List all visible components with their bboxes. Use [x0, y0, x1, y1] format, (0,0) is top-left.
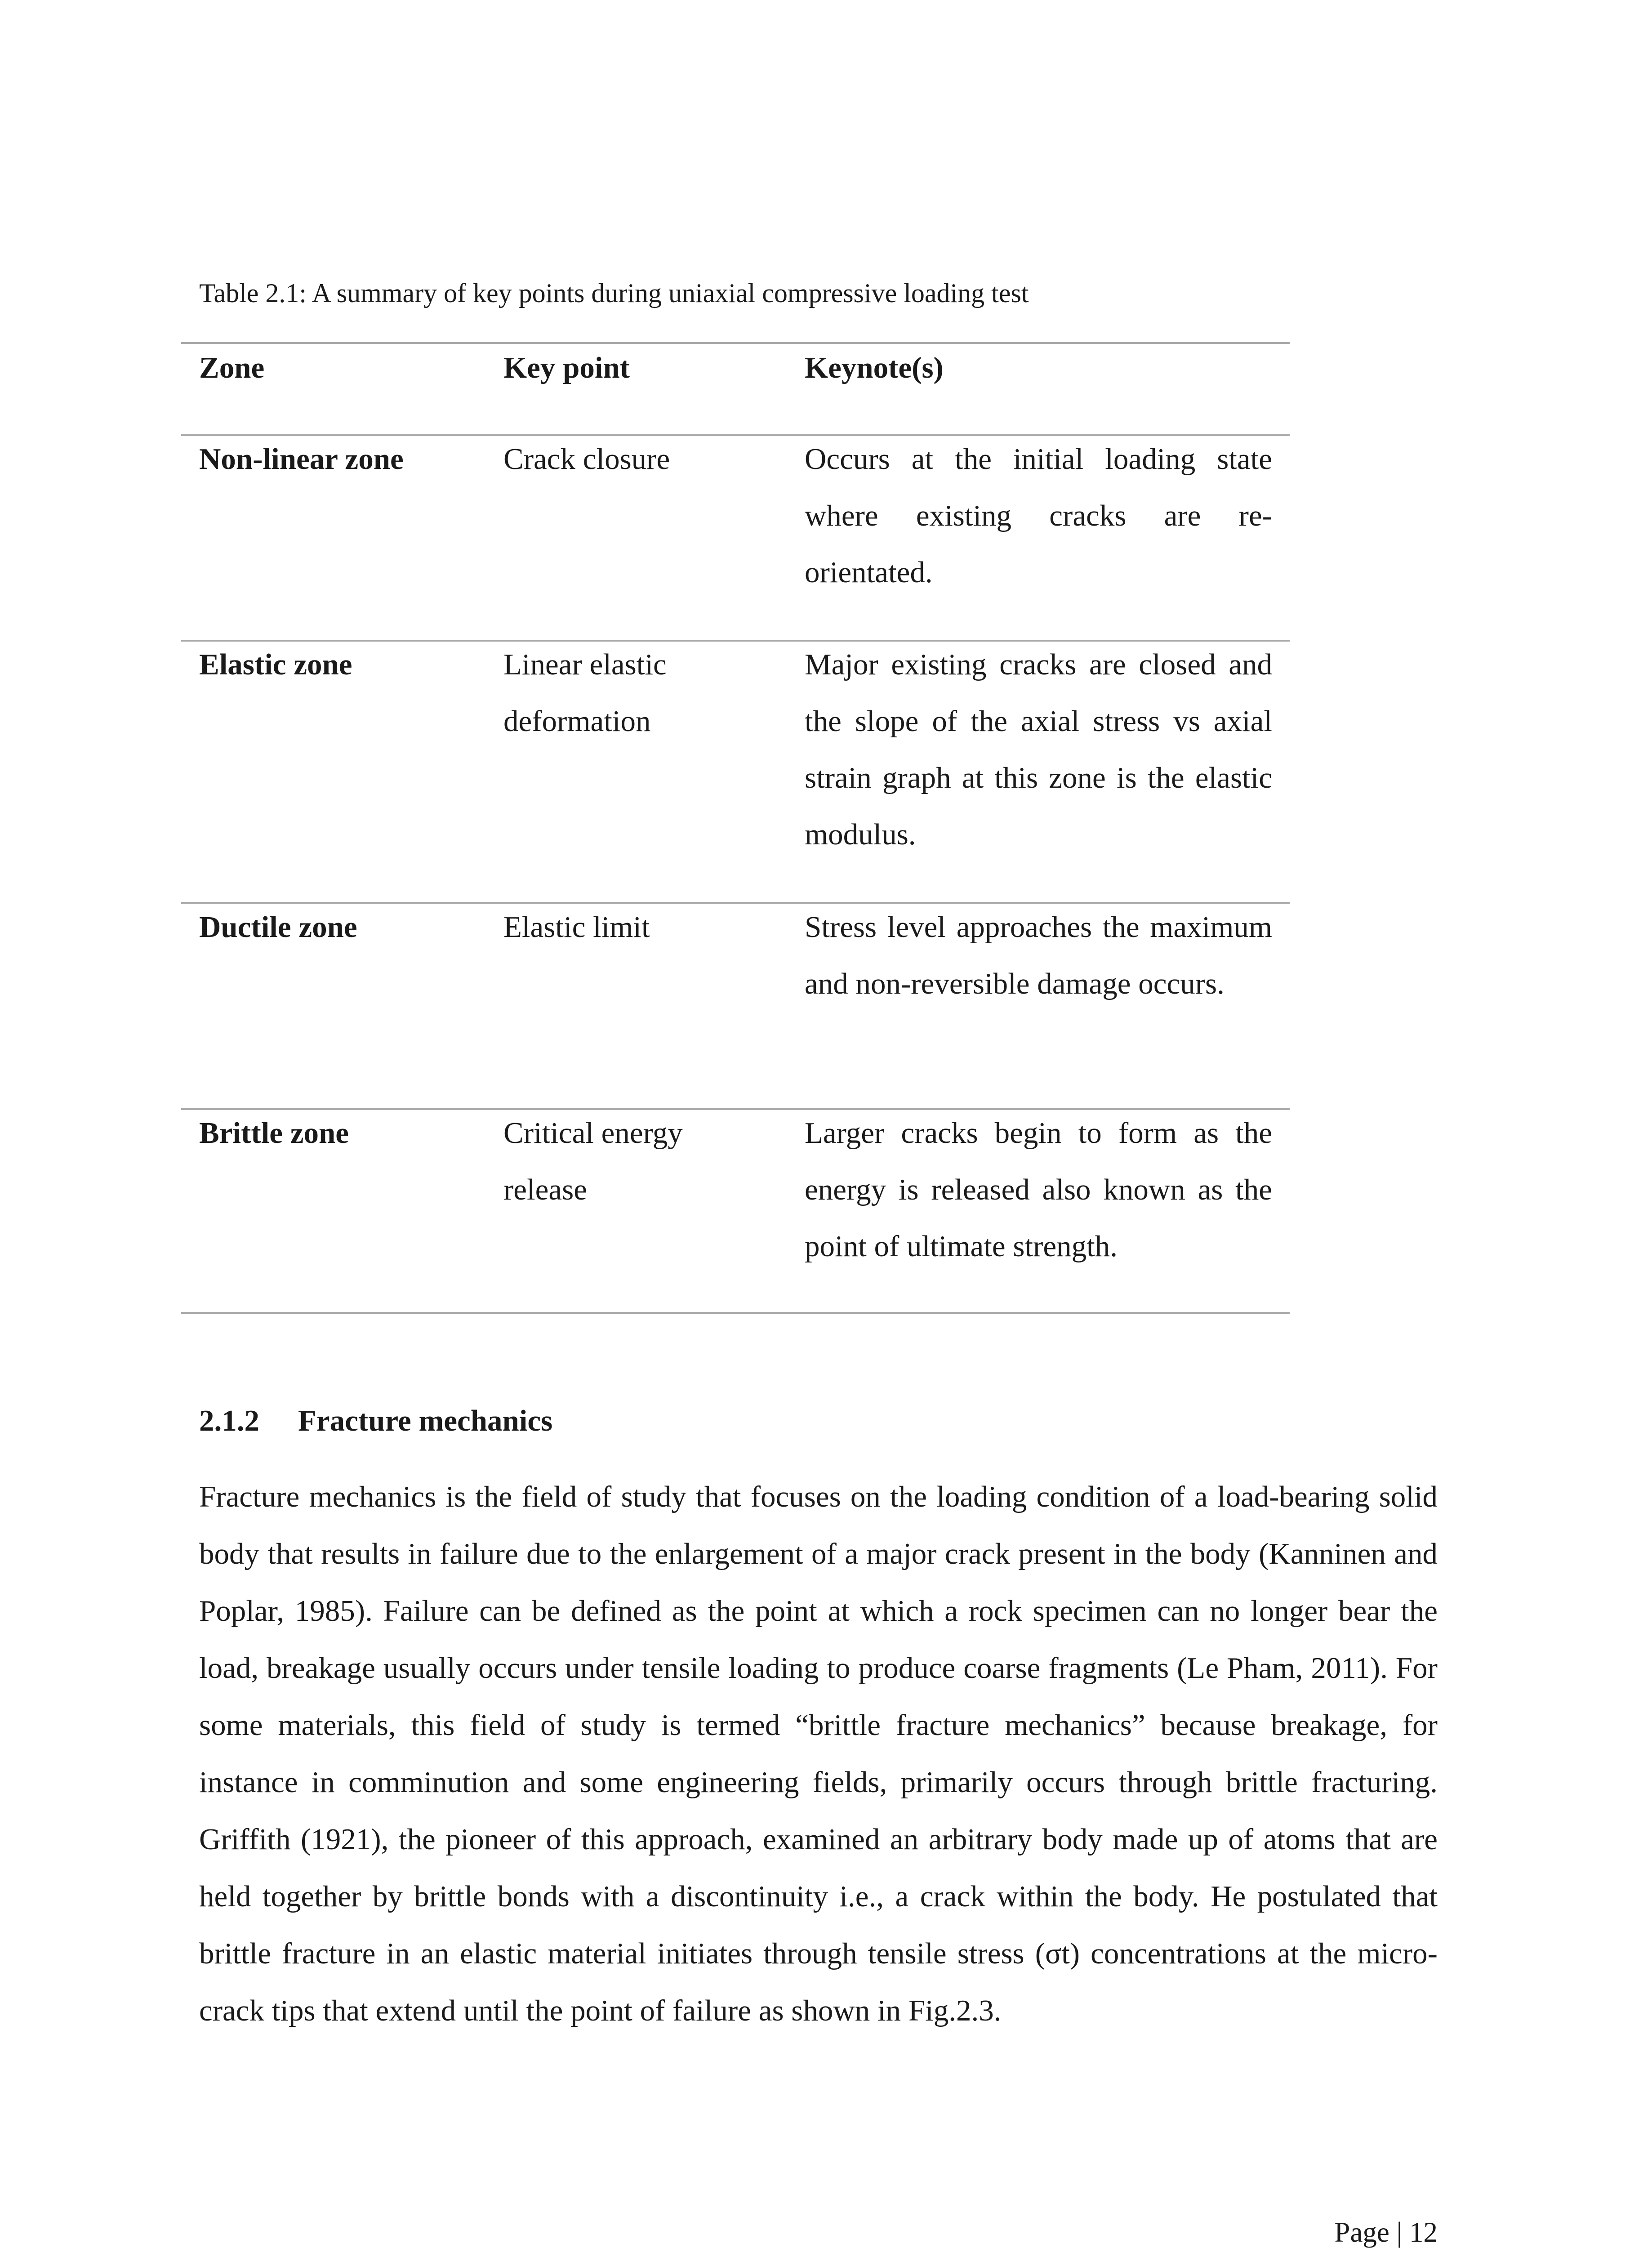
row-keynote: Major existing cracks are closed and the slope of the axial stress vs axial strain graph at this zone is the elastic modulus.	[805, 648, 1272, 851]
table-bottom-rule	[181, 1312, 1290, 1314]
section-heading	[199, 1401, 552, 1441]
page-number: Page | 12	[1334, 2217, 1438, 2248]
section-number: 2.1.2	[199, 1404, 259, 1437]
row-key-point: Linear elastic deformation	[503, 648, 667, 738]
table-caption: Table 2.1: A summary of key points during uniaxial compressive loading test	[199, 278, 1029, 308]
row-key-point: Critical energy release	[503, 1116, 683, 1206]
header-key-point: Key point	[503, 351, 630, 384]
row-key-point: Crack closure	[503, 442, 670, 476]
row-keynote: Larger cracks begin to form as the energy is released also known as the point of ultimate strength.	[805, 1116, 1272, 1263]
row-key-point: Elastic limit	[503, 910, 650, 944]
row-keynote: Occurs at the initial loading state where existing cracks are re-orientated.	[805, 442, 1272, 589]
section-title: Fracture mechanics	[298, 1404, 553, 1437]
header-keynotes: Keynote(s)	[805, 351, 944, 384]
row-keynote: Stress level approaches the maximum and non-reversible damage occurs.	[805, 910, 1272, 1000]
row-zone: Elastic zone	[199, 648, 352, 681]
header-zone: Zone	[199, 351, 265, 384]
body-paragraph: Fracture mechanics is the field of study that focuses on the loading condition of a load-bearing solid body that results in failure due to the enlargement of a major crack present in the body (Kanninen and Poplar, 1985). Failure can be defined as the point at which a rock specimen can no longer bear the load, breakage usually occurs under tensile loading to produce coarse fragments (Le Pham, 2011). For some materials, this field of study is termed “brittle fracture mechanics” because breakage, for instance in comminution and some engineering fields, primarily occurs through brittle fracturing. Griffith (1921), the pioneer of this approach, examined an arbitrary body made up of atoms that are held together by brittle bonds with a discontinuity i.e., a crack within the body. He postulated that brittle fracture in an elastic material initiates through tensile stress (σt) concentrations at the micro-crack tips that extend until the point of failure as shown in Fig.2.3.	[199, 1480, 1438, 2027]
row-zone: Brittle zone	[199, 1116, 349, 1150]
row-zone: Ductile zone	[199, 910, 357, 944]
row-zone: Non-linear zone	[199, 442, 404, 476]
